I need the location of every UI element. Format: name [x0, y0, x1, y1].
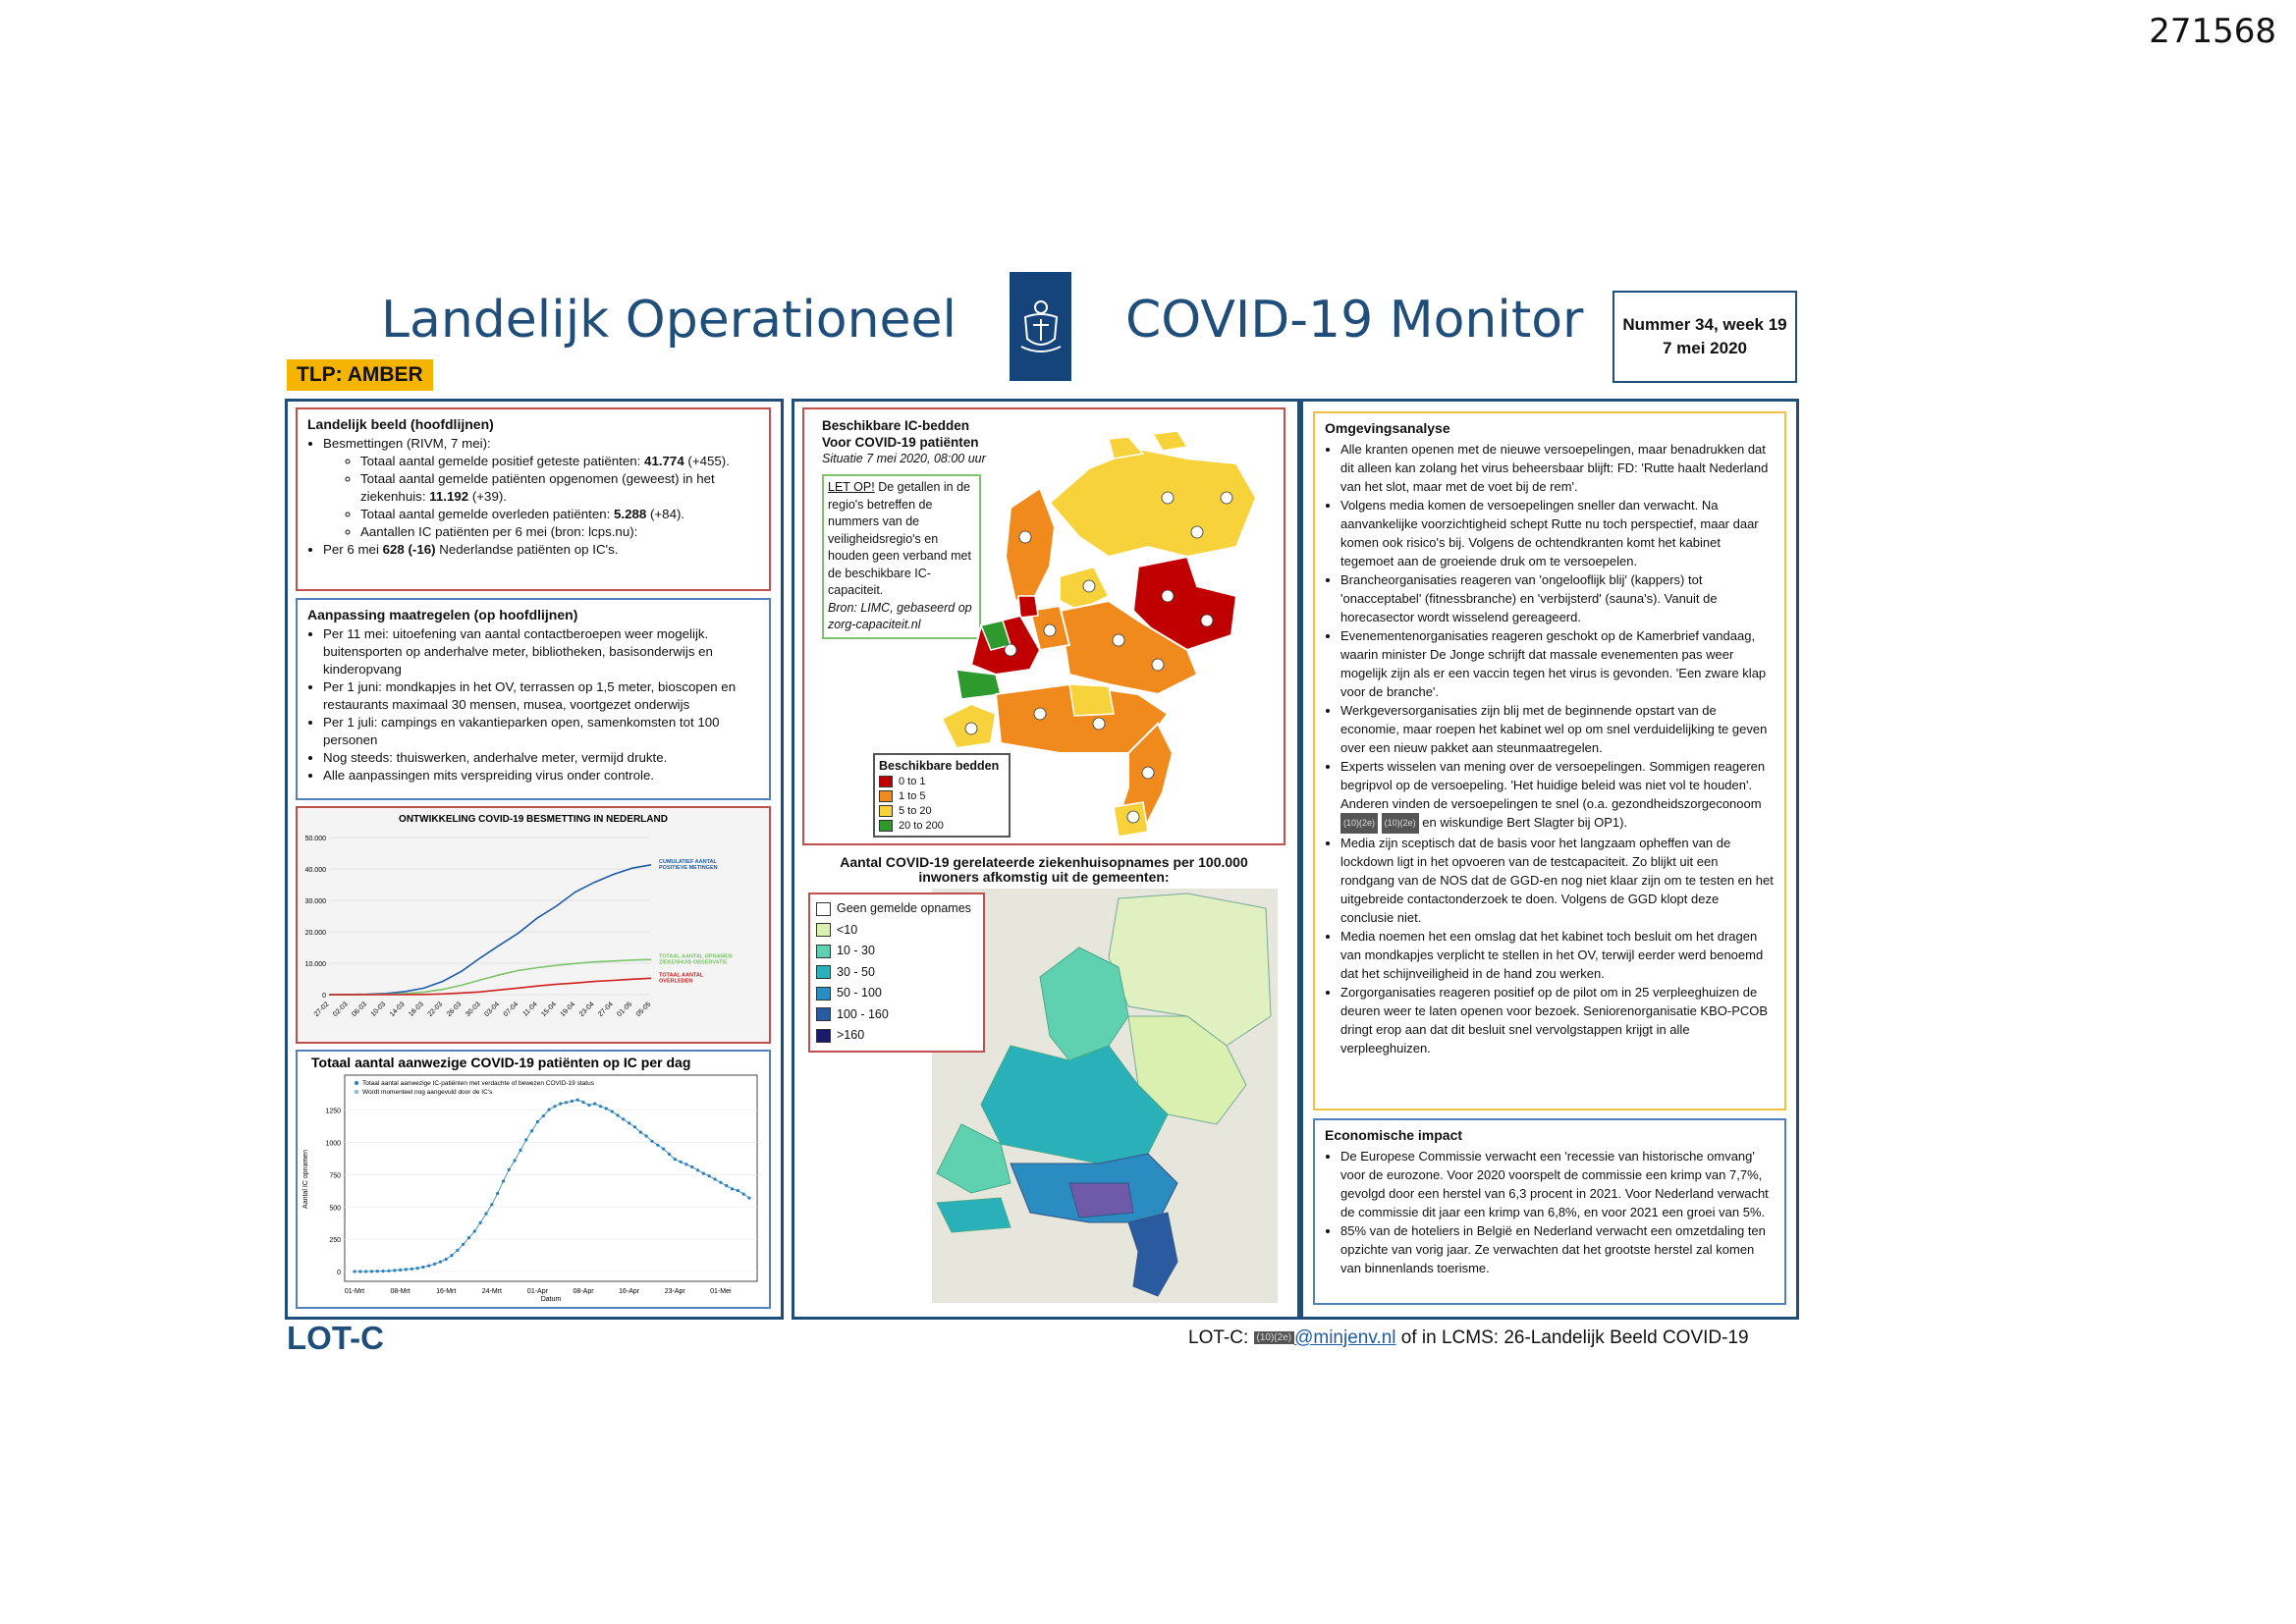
legend-item — [816, 920, 977, 942]
redaction: (10)(2e) — [1340, 813, 1378, 834]
omgeving-item: • Werkgeversorganisaties zijn blij met de beginnende opstart van de economie, maar roepen het kabinet wel op om snel verduidelijking te geven over een nieuw pakket aan steunmaatregelen. — [1340, 701, 1775, 757]
legend-swatch — [816, 902, 831, 916]
data-point — [433, 1263, 436, 1266]
maatregel-item: • Alle aanpassingen mits verspreiding virus onder controle. — [323, 767, 759, 785]
stat-positief: Totaal aantal gemelde positief geteste patiënten: — [360, 454, 645, 468]
omgevingsanalyse-box — [1313, 411, 1786, 1110]
data-point — [456, 1249, 459, 1252]
legend-swatch — [816, 965, 831, 979]
data-point — [542, 1114, 545, 1117]
ic-map-title: Beschikbare IC-bedden — [822, 418, 970, 433]
maatregelen-heading: Aanpassing maatregelen (op hoofdlijnen) — [307, 607, 578, 623]
government-emblem-icon — [1010, 272, 1071, 381]
legend-swatch — [879, 776, 893, 787]
legend-item — [816, 1025, 977, 1047]
maatregelen-box — [296, 598, 771, 800]
legend-item — [816, 1004, 977, 1026]
data-point — [490, 1203, 493, 1206]
legend-swatch — [816, 923, 831, 937]
stat-overleden-value: 5.288 — [614, 507, 647, 521]
footer-suffix: of in LCMS: 26-Landelijk Beeld COVID-19 — [1395, 1327, 1749, 1348]
economische-impact-box — [1313, 1118, 1786, 1305]
legend-item-3 — [879, 819, 1005, 834]
series-line — [329, 959, 651, 995]
x-tick-label: 16-Apr — [619, 1288, 640, 1295]
x-tick-label: 08-Apr — [573, 1288, 594, 1295]
stat-positief-value: 41.774 — [644, 454, 684, 468]
experts-text-tail: en wiskundige Bert Slagter bij OP1). — [1418, 815, 1628, 830]
legend-item — [816, 898, 977, 920]
x-tick-label: 07-04 — [502, 1001, 520, 1019]
data-point — [548, 1109, 551, 1111]
legend-label: 0 to 1 — [899, 776, 926, 787]
data-point — [445, 1258, 448, 1261]
experts-text: Experts wisselen van mening over de versoepelingen. Sommigen reageren begripvol op de versoepeling. 'Het huidige beleid was niet vol te houden'. Anderen vinden de versoepelingen te snel (o.a. gezondheidszorgeconoom — [1340, 759, 1766, 811]
omgeving-item: • Brancheorganisaties reageren van 'ongelooflijk blij' (kappers) tot 'onacceptabel' (fitnessbranche) en 'verbijsterd' (sauna's). Vanuit de horecasector wordt wisselend gereageerd. — [1340, 570, 1775, 626]
data-point — [639, 1131, 642, 1134]
data-point — [599, 1105, 602, 1108]
tlp-badge: TLP: AMBER — [287, 359, 433, 391]
maatregel-item: • Per 1 juli: campings en vakantieparken open, samenkomsten tot 100 personen — [323, 714, 759, 749]
data-point — [405, 1268, 408, 1271]
ic-bedden-map-box — [802, 407, 1285, 845]
omgeving-item: • Volgens media komen de versoepelingen sneller dan verwacht. Na aanvankelijke voorzichtigheid schept Rutte nu toch perspectief, maar daar komen ook risico's bij. Volgens de ochtendkranten komt het kabinet tegemoet aan de groeiende druk om te versoepelen. — [1340, 496, 1775, 570]
series-label: CUMULATIEF AANTAL POSITIEVE METINGEN — [659, 858, 718, 871]
x-tick-label: 24-Mrt — [481, 1288, 502, 1295]
legend-swatch — [879, 820, 893, 832]
ic-map-subtitle: Voor COVID-19 patiënten — [822, 435, 979, 450]
y-tick-label: 10.000 — [304, 961, 326, 968]
legend-swatch — [816, 987, 831, 1001]
data-point — [467, 1236, 470, 1239]
email-link[interactable]: @minjenv.nl — [1294, 1327, 1396, 1348]
legend-label: 5 to 20 — [899, 805, 932, 817]
issue-number: Nummer 34, week 19 — [1622, 315, 1787, 334]
data-point — [696, 1168, 699, 1171]
footer-logo: LOT-C — [287, 1320, 384, 1356]
stat-opgenomen: Totaal aantal gemelde patiënten opgenomen (geweest) in het ziekenhuis: — [360, 471, 715, 504]
data-point — [370, 1270, 373, 1272]
legend-swatch — [879, 790, 893, 802]
column-right — [1300, 399, 1799, 1320]
data-point — [587, 1104, 590, 1107]
besmetting-chart-box — [296, 806, 771, 1044]
omgeving-item: • Alle kranten openen met de nieuwe versoepelingen, maar benadrukken dat dit alleen kan zolang het virus beheersbaar blijft: FD: 'Rutte haalt Nederland van het slot, maar met de voet bij de rem'. — [1340, 440, 1775, 496]
series-line — [329, 865, 651, 995]
series-label: TOTAAL AANTAL OVERLEDEN — [659, 972, 704, 985]
x-tick-label: 15-04 — [540, 1001, 558, 1019]
x-tick-label: 23-04 — [577, 1001, 596, 1019]
data-point — [737, 1189, 739, 1192]
x-tick-label: 01-Mrt — [344, 1288, 365, 1295]
legend-label: 100 - 160 — [837, 1006, 889, 1021]
ic-total-pre: Per 6 mei — [323, 542, 383, 557]
note-body: De getallen in de regio's betreffen de nummers van de veiligheidsregio's en houden geen verband met de beschikbare IC- capaciteit. — [828, 480, 971, 597]
legend-item — [816, 983, 977, 1004]
stat-ic: Aantallen IC patiënten per 6 mei (bron: lcps.nu): — [360, 524, 638, 539]
x-tick-label: 03-04 — [483, 1001, 502, 1019]
column-middle — [792, 399, 1300, 1320]
legend-label: 1 to 5 — [899, 790, 926, 802]
chart-title: Totaal aantal aanwezige COVID-19 patiënten op IC per dag — [311, 1055, 691, 1070]
data-point — [519, 1149, 521, 1152]
data-point — [611, 1110, 614, 1112]
x-tick-label: 18-03 — [408, 1001, 425, 1019]
column-left — [285, 399, 784, 1320]
y-tick-label: 1250 — [325, 1108, 341, 1115]
ic-map-legend — [873, 753, 1011, 838]
data-point — [633, 1125, 636, 1128]
data-point — [364, 1270, 367, 1272]
data-point — [593, 1103, 596, 1106]
data-point — [427, 1265, 430, 1268]
besmetting-chart — [298, 808, 769, 1042]
legend-item-1 — [879, 789, 1005, 804]
x-tick-label: 23-Apr — [664, 1288, 685, 1295]
x-tick-label: 01-Mei — [710, 1288, 732, 1295]
economisch-heading: Economische impact — [1325, 1127, 1463, 1143]
data-point — [713, 1177, 716, 1180]
data-point — [565, 1101, 568, 1104]
landelijk-beeld-box — [296, 407, 771, 591]
data-point — [576, 1099, 579, 1102]
legend-label: 10 - 30 — [837, 944, 875, 957]
page-title-right: COVID-19 Monitor — [1125, 291, 1584, 350]
data-point — [742, 1193, 745, 1196]
footer-prefix: LOT-C: — [1188, 1327, 1254, 1348]
y-axis-label: Aantal IC opnamen — [302, 1150, 309, 1209]
ic-map-situatie: Situatie 7 mei 2020, 08:00 uur — [822, 452, 986, 465]
data-point — [674, 1158, 677, 1161]
legend-swatch — [816, 1029, 831, 1043]
y-tick-label: 20.000 — [304, 930, 326, 937]
zh-map-legend — [808, 893, 985, 1053]
zh-map-title — [802, 855, 1285, 885]
zh-map-title-line2: inwoners afkomstig uit de gemeenten: — [918, 869, 1170, 885]
x-tick-label: 06-03 — [351, 1001, 369, 1019]
data-point — [479, 1221, 482, 1224]
data-point — [662, 1148, 665, 1151]
y-tick-label: 0 — [337, 1270, 341, 1276]
x-tick-label: 01-Apr — [526, 1288, 548, 1295]
omgeving-item: • Media zijn sceptisch dat de basis voor het langzaam opheffen van de lockdown ligt in het opvoeren van de testcapaciteit. Zo blijkt uit een rondgang van de NOS dat de GGD-en nog niet klaar zijn om te testen en het uitgebreide contactonderzoek te doen. Volgens de GGD klopt deze conclusie niet. — [1340, 834, 1775, 927]
data-point — [553, 1105, 556, 1108]
data-point — [536, 1120, 539, 1123]
economisch-item: • De Europese Commissie verwacht een 'recessie van historische omvang' voor de eurozone. Voor 2020 voorspelt de commissie een krimp van 7,7%, gevolgd door een herstel van 6,3 procent in 2021. Voor Nederland verwacht de commissie dit jaar een krimp van 6,8%, en voor 2021 een groei van 5%. — [1340, 1147, 1775, 1221]
x-tick-label: 27-04 — [597, 1001, 615, 1019]
omgeving-item: • Zorgorganisaties reageren positief op de pilot om in 25 verpleeghuizen de deuren weer te laten openen voor bezoek. Seniorenorganisatie KBO-PCOB dringt erop aan dat dit besluit snel vervolgstappen krijgt in alle verpleeghuizen. — [1340, 983, 1775, 1057]
data-point — [439, 1261, 442, 1264]
legend-label: 30 - 50 — [837, 964, 875, 979]
note-lead: LET OP! — [828, 480, 875, 494]
y-tick-label: 40.000 — [304, 867, 326, 874]
data-point — [473, 1229, 476, 1232]
data-point — [399, 1269, 402, 1272]
page-title-left: Landelijk Operationeel — [381, 291, 957, 350]
redaction: (10)(2e) — [1382, 813, 1419, 834]
x-tick-label: 14-03 — [388, 1001, 407, 1019]
data-point — [628, 1121, 630, 1124]
x-tick-label: 27-02 — [312, 1001, 331, 1019]
document-number: 271568 — [2149, 12, 2276, 51]
data-point — [571, 1100, 574, 1103]
x-tick-label: 16-Mrt — [436, 1288, 457, 1295]
data-point — [605, 1107, 608, 1110]
stat-opgenomen-delta: (+39). — [468, 489, 507, 504]
data-point — [382, 1270, 385, 1272]
data-point — [581, 1101, 584, 1104]
data-point — [416, 1267, 419, 1270]
y-tick-label: 0 — [322, 993, 326, 1000]
y-tick-label: 500 — [329, 1205, 341, 1213]
y-tick-label: 30.000 — [304, 898, 326, 905]
y-tick-label: 1000 — [325, 1140, 341, 1148]
data-point — [616, 1113, 619, 1116]
data-point — [622, 1117, 625, 1120]
data-point — [496, 1192, 499, 1195]
ic-total-delta: (-16) — [404, 542, 436, 557]
ic-chart — [298, 1052, 769, 1307]
note-source: Bron: LIMC, gebaseerd op zorg-capaciteit.nl — [828, 600, 972, 631]
legend-swatch — [879, 805, 893, 817]
data-point — [559, 1103, 562, 1106]
legend-swatch — [816, 945, 831, 958]
omgeving-heading: Omgevingsanalyse — [1325, 420, 1450, 436]
data-point — [514, 1159, 517, 1162]
data-point — [387, 1270, 390, 1272]
legend-label: >160 — [837, 1028, 865, 1042]
y-tick-label: 50.000 — [304, 836, 326, 842]
data-point — [524, 1138, 527, 1141]
economisch-item: • 85% van de hoteliers in België en Nederland verwacht een omzetdaling ten opzichte van vorig jaar. Ze verwachten dat het grootste herstel zal komen van binnenlands toerisme. — [1340, 1221, 1775, 1277]
data-point — [702, 1172, 705, 1175]
x-axis-label: Datum — [540, 1296, 562, 1303]
omgeving-item: • Evenementenorganisaties reageren geschokt op de Kamerbrief vandaag, waarin minister De Jonge schrijft dat massale evenementen pas weer mogelijk zijn als er een vaccin tegen het virus is gevonden. 'Een zware klap voor de branche'. — [1340, 626, 1775, 701]
data-point — [484, 1213, 487, 1216]
data-point — [650, 1140, 653, 1143]
legend-label: <10 — [837, 922, 858, 937]
data-point — [680, 1161, 683, 1164]
series-line — [329, 978, 651, 995]
legend-item: Totaal aantal aanwezige IC-patiënten met verdachte of bewezen COVID-19 status — [362, 1080, 594, 1087]
stat-opgenomen-value: 11.192 — [429, 489, 469, 504]
omgeving-item-experts — [1340, 757, 1775, 834]
x-tick-label: 26-03 — [445, 1001, 464, 1019]
omgeving-item: • Media noemen het een omslag dat het kabinet toch besluit om het dragen van mondkapjes verplicht te stellen in het OV, terwijl eerder werd benoemd dat het schijnveiligheid in de hand zou werken. — [1340, 927, 1775, 983]
ic-total-tail: Nederlandse patiënten op IC's. — [435, 542, 619, 557]
legend-item — [816, 941, 977, 962]
legend-item — [816, 962, 977, 984]
data-point — [450, 1254, 453, 1257]
maatregel-item: • Nog steeds: thuiswerken, anderhalve meter, vermijd drukte. — [323, 749, 759, 767]
data-point — [508, 1168, 511, 1171]
legend-label: 20 to 200 — [899, 820, 944, 832]
data-point — [645, 1134, 648, 1137]
data-point — [353, 1270, 355, 1272]
data-point — [410, 1268, 413, 1271]
data-point — [731, 1187, 734, 1190]
zh-map-title-line1: Aantal COVID-19 gerelateerde ziekenhuisopnames per 100.000 — [840, 854, 1248, 870]
redaction: (10)(2e) — [1254, 1331, 1295, 1344]
data-point — [747, 1197, 750, 1200]
data-point — [530, 1129, 533, 1132]
maatregel-item: • Per 1 juni: mondkapjes in het OV, terrassen op 1,5 meter, bioscopen en restaurants maximaal 30 mensen, musea, voortgezet onderwijs — [323, 678, 759, 714]
x-tick-label: 08-Mrt — [390, 1288, 410, 1295]
data-point — [684, 1163, 687, 1165]
legend-swatch — [816, 1007, 831, 1021]
x-tick-label: 01-05 — [616, 1001, 634, 1019]
issue-box — [1613, 291, 1797, 383]
data-point — [690, 1165, 693, 1168]
legend-title: Beschikbare bedden — [879, 759, 1000, 773]
x-tick-label: 05-05 — [634, 1001, 653, 1019]
chart-title: ONTWIKKELING COVID-19 BESMETTING IN NEDERLAND — [399, 814, 668, 825]
ic-total-value: 628 — [382, 542, 405, 557]
legend-item-2 — [879, 804, 1005, 819]
data-point — [656, 1144, 659, 1147]
footer-contact — [1188, 1327, 1749, 1349]
x-tick-label: 10-03 — [369, 1001, 388, 1019]
x-tick-label: 30-03 — [465, 1001, 482, 1019]
data-point — [725, 1184, 728, 1187]
legend-item-0 — [879, 775, 1005, 789]
landelijk-heading: Landelijk beeld (hoofdlijnen) — [307, 416, 494, 432]
x-tick-label: 22-03 — [426, 1001, 445, 1019]
stat-overleden: Totaal aantal gemelde overleden patiënten: — [360, 507, 614, 521]
issue-date: 7 mei 2020 — [1662, 339, 1747, 357]
maatregel-item: • Per 11 mei: uitoefening van aantal contactberoepen weer mogelijk. buitensporten op anderhalve meter, bibliotheken, basisonderwijs en kinderopvang — [323, 625, 759, 678]
data-point — [502, 1179, 505, 1182]
stat-positief-delta: (+455). — [683, 454, 730, 468]
legend-label: Geen gemelde opnames — [837, 901, 971, 915]
data-point — [393, 1269, 396, 1272]
y-tick-label: 250 — [329, 1237, 341, 1245]
ic-chart-box — [296, 1050, 771, 1309]
data-point — [719, 1181, 722, 1184]
data-point — [421, 1266, 424, 1269]
x-tick-label: 19-04 — [559, 1001, 577, 1019]
data-point — [668, 1153, 671, 1156]
data-point — [358, 1270, 361, 1272]
legend-item: Wordt momenteel nog aangevuld door de IC's — [362, 1089, 493, 1096]
besmettingen-label: Besmettingen (RIVM, 7 mei): — [323, 436, 491, 451]
x-tick-label: 11-04 — [521, 1001, 539, 1018]
x-tick-label: 02-03 — [332, 1001, 350, 1019]
legend-label: 50 - 100 — [837, 986, 882, 1000]
data-point — [462, 1243, 465, 1246]
y-tick-label: 750 — [329, 1172, 341, 1180]
data-point — [708, 1174, 711, 1177]
series-label: TOTAAL AANTAL OPNAMEN ZIEKENHUIS OBSERVATIE — [659, 953, 733, 966]
stat-overleden-delta: (+84). — [646, 507, 685, 521]
data-point — [376, 1270, 379, 1272]
